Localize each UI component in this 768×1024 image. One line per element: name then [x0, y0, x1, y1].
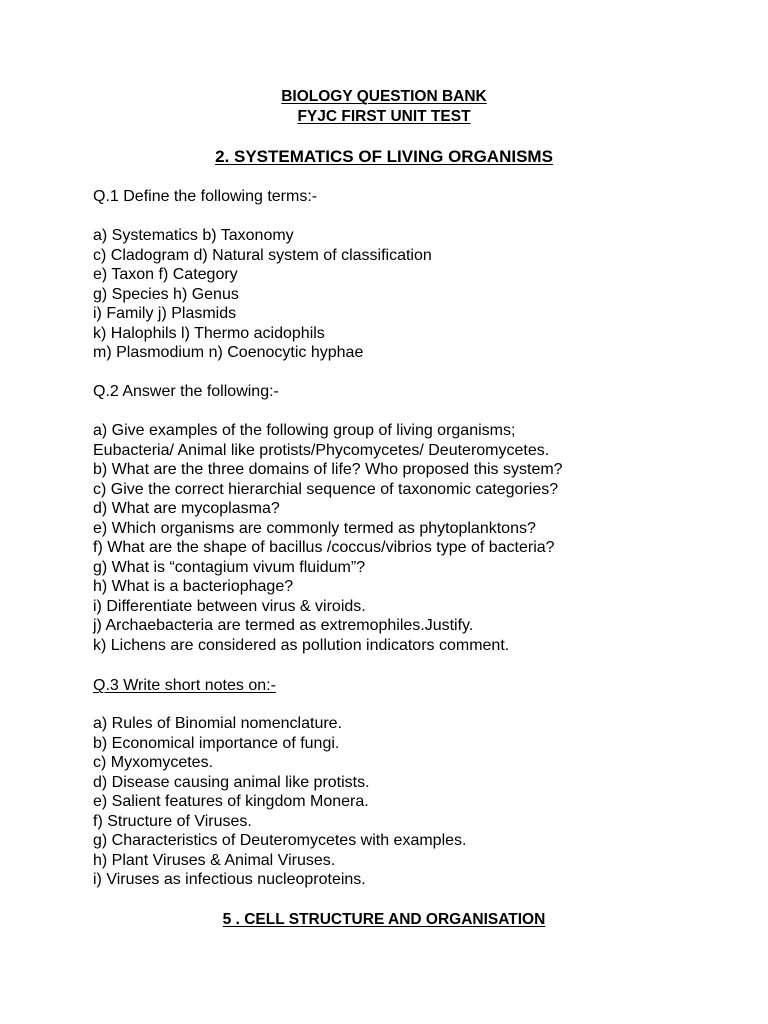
document-subtitle: FYJC FIRST UNIT TEST: [297, 108, 471, 125]
list-item: a) Systematics b) Taxonomy: [93, 227, 294, 244]
list-item: c) Cladogram d) Natural system of classification: [93, 246, 432, 264]
list-item: i) Differentiate between virus & viroids.: [93, 597, 366, 615]
list-item: j) Archaebacteria are termed as extremophiles.Justify.: [93, 617, 474, 634]
q2-list: [93, 421, 753, 655]
list-item: g) What is “contagium vivum fluidum”?: [93, 558, 366, 576]
list-item: c) Myxomycetes.: [93, 754, 214, 771]
list-item: b) Economical importance of fungi.: [93, 734, 340, 752]
document-title: BIOLOGY QUESTION BANK: [281, 88, 487, 105]
list-item: e) Salient features of kingdom Monera.: [93, 793, 369, 810]
list-item: i) Family j) Plasmids: [93, 305, 237, 322]
list-item: c) Give the correct hierarchial sequence of taxonomic categories?: [93, 480, 559, 498]
list-item: d) Disease causing animal like protists.: [93, 773, 370, 791]
list-item: e) Which organisms are commonly termed as phytoplanktons?: [93, 519, 536, 537]
q1-list: [93, 226, 753, 363]
list-item: g) Characteristics of Deuteromycetes with examples.: [93, 832, 467, 849]
chapter-5-heading: 5 . CELL STRUCTURE AND ORGANISATION: [222, 911, 546, 928]
list-item: b) What are the three domains of life? Who proposed this system?: [93, 461, 563, 478]
list-item: g) Species h) Genus: [93, 285, 239, 303]
list-item: h) What is a bacteriophage?: [93, 578, 294, 595]
list-item: d) What are mycoplasma?: [93, 500, 280, 517]
q1-title: Q.1 Define the following terms:-: [93, 188, 318, 205]
q3-title: Q.3 Write short notes on:-: [93, 677, 276, 694]
list-item: e) Taxon f) Category: [93, 266, 238, 283]
list-item: Eubacteria/ Animal like protists/Phycomycetes/ Deuteromycetes.: [93, 441, 550, 459]
list-item: h) Plant Viruses & Animal Viruses.: [93, 851, 336, 869]
list-item: f) What are the shape of bacillus /coccus/vibrios type of bacteria?: [93, 539, 555, 556]
q3-list: [93, 714, 753, 890]
list-item: a) Rules of Binomial nomenclature.: [93, 715, 343, 732]
list-item: k) Lichens are considered as pollution indicators comment.: [93, 636, 510, 654]
list-item: a) Give examples of the following group of living organisms;: [93, 422, 516, 439]
list-item: i) Viruses as infectious nucleoproteins.: [93, 871, 366, 888]
q2-title: Q.2 Answer the following:-: [93, 383, 279, 400]
list-item: m) Plasmodium n) Coenocytic hyphae: [93, 344, 364, 361]
list-item: k) Halophils l) Thermo acidophils: [93, 324, 325, 342]
chapter-2-heading: 2. SYSTEMATICS OF LIVING ORGANISMS: [215, 147, 553, 166]
list-item: f) Structure of Viruses.: [93, 812, 252, 830]
